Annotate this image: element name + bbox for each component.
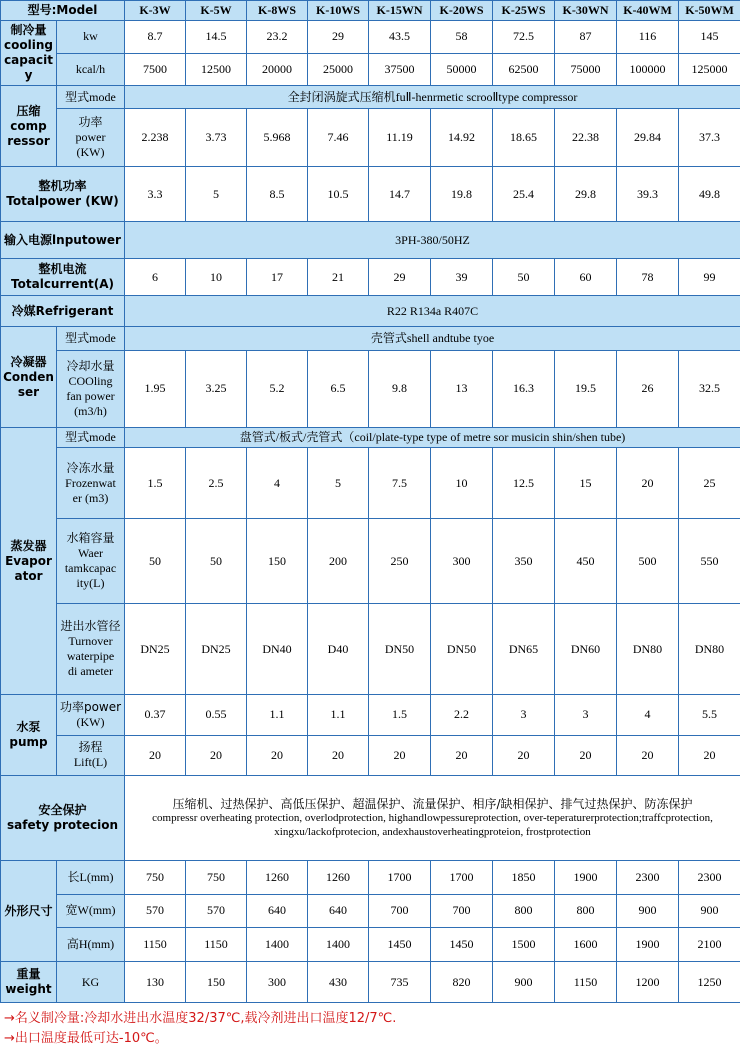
cooling-kw-7: 87 bbox=[555, 21, 617, 54]
cooling-kw-9: 145 bbox=[679, 21, 740, 54]
model-k25ws: K-25WS bbox=[493, 1, 555, 21]
dim-length-6: 1850 bbox=[493, 861, 555, 895]
cooling-kcal-2: 20000 bbox=[247, 53, 308, 86]
total-current-0: 6 bbox=[125, 259, 186, 296]
weight-5: 820 bbox=[431, 962, 493, 1003]
pump-power-3: 1.1 bbox=[308, 695, 369, 736]
pump-power-6: 3 bbox=[493, 695, 555, 736]
table-row-cooling-kw bbox=[1, 21, 740, 54]
comp-power-6: 18.65 bbox=[493, 109, 555, 167]
cooling-kcal-4: 37500 bbox=[369, 53, 431, 86]
table-row-compressor-type bbox=[1, 86, 740, 109]
table-row-tank-capacity bbox=[1, 519, 740, 604]
pump-power-5: 2.2 bbox=[431, 695, 493, 736]
total-power-5: 19.8 bbox=[431, 167, 493, 222]
total-current-9: 99 bbox=[679, 259, 740, 296]
row-sub-compressor-power: 功率 power (KW) bbox=[57, 109, 125, 167]
table-row-dim-length bbox=[1, 861, 740, 895]
row-label-compressor: 压缩 comp ressor bbox=[1, 86, 57, 167]
dim-height-2: 1400 bbox=[247, 928, 308, 962]
dim-width-4: 700 bbox=[369, 894, 431, 928]
comp-power-3: 7.46 bbox=[308, 109, 369, 167]
tank-capacity-0: 50 bbox=[125, 519, 186, 604]
pump-lift-2: 20 bbox=[247, 735, 308, 776]
total-power-2: 8.5 bbox=[247, 167, 308, 222]
cooling-kcal-9: 125000 bbox=[679, 53, 740, 86]
pipe-diameter-3: D40 bbox=[308, 604, 369, 695]
row-sub-pump-power: 功率power (KW) bbox=[57, 695, 125, 736]
table-row-pump-power bbox=[1, 695, 740, 736]
tank-capacity-9: 550 bbox=[679, 519, 740, 604]
pipe-diameter-6: DN65 bbox=[493, 604, 555, 695]
pump-lift-1: 20 bbox=[186, 735, 247, 776]
model-k15wn: K-15WN bbox=[369, 1, 431, 21]
cond-water-5: 13 bbox=[431, 350, 493, 427]
dim-width-5: 700 bbox=[431, 894, 493, 928]
frozen-water-8: 20 bbox=[617, 448, 679, 519]
total-current-3: 21 bbox=[308, 259, 369, 296]
total-power-4: 14.7 bbox=[369, 167, 431, 222]
frozen-water-4: 7.5 bbox=[369, 448, 431, 519]
row-sub-kcal: kcal/h bbox=[57, 53, 125, 86]
weight-0: 130 bbox=[125, 962, 186, 1003]
dim-length-7: 1900 bbox=[555, 861, 617, 895]
pump-power-1: 0.55 bbox=[186, 695, 247, 736]
pump-power-9: 5.5 bbox=[679, 695, 740, 736]
table-row-cooling-kcal bbox=[1, 53, 740, 86]
weight-3: 430 bbox=[308, 962, 369, 1003]
row-label-safety: 安全保护 safety protecion bbox=[1, 776, 125, 861]
dim-length-0: 750 bbox=[125, 861, 186, 895]
tank-capacity-2: 150 bbox=[247, 519, 308, 604]
weight-8: 1200 bbox=[617, 962, 679, 1003]
dim-height-1: 1150 bbox=[186, 928, 247, 962]
row-sub-pump-lift: 扬程 Lift(L) bbox=[57, 735, 125, 776]
cooling-kw-4: 43.5 bbox=[369, 21, 431, 54]
cooling-kcal-5: 50000 bbox=[431, 53, 493, 86]
table-row-pipe-diameter bbox=[1, 604, 740, 695]
table-row-weight bbox=[1, 962, 740, 1003]
frozen-water-2: 4 bbox=[247, 448, 308, 519]
cond-water-3: 6.5 bbox=[308, 350, 369, 427]
pump-lift-6: 20 bbox=[493, 735, 555, 776]
row-sub-weight-kg: KG bbox=[57, 962, 125, 1003]
model-k8ws: K-8WS bbox=[247, 1, 308, 21]
frozen-water-5: 10 bbox=[431, 448, 493, 519]
total-power-0: 3.3 bbox=[125, 167, 186, 222]
cond-water-2: 5.2 bbox=[247, 350, 308, 427]
dim-height-9: 2100 bbox=[679, 928, 740, 962]
dim-height-5: 1450 bbox=[431, 928, 493, 962]
comp-power-2: 5.968 bbox=[247, 109, 308, 167]
tank-capacity-4: 250 bbox=[369, 519, 431, 604]
total-current-1: 10 bbox=[186, 259, 247, 296]
cooling-kw-2: 23.2 bbox=[247, 21, 308, 54]
model-k5w: K-5W bbox=[186, 1, 247, 21]
pump-power-8: 4 bbox=[617, 695, 679, 736]
dim-length-3: 1260 bbox=[308, 861, 369, 895]
footnote-line-2: →出口温度最低可达-10℃。 bbox=[4, 1029, 740, 1048]
cooling-kcal-6: 62500 bbox=[493, 53, 555, 86]
frozen-water-6: 12.5 bbox=[493, 448, 555, 519]
model-k10ws: K-10WS bbox=[308, 1, 369, 21]
row-label-cooling-capacity: 制冷量 cooling capacity bbox=[1, 21, 57, 86]
safety-text-en: compressr overheating protection, overlodprotection, highandlowpessureprotection, over-teperaturerprotection;traffcprotection, xingxu/lackofprotecion, andexhaustoverheatingproteion, frostprotection bbox=[126, 812, 739, 840]
tank-capacity-8: 500 bbox=[617, 519, 679, 604]
dim-length-8: 2300 bbox=[617, 861, 679, 895]
pipe-diameter-1: DN25 bbox=[186, 604, 247, 695]
frozen-water-3: 5 bbox=[308, 448, 369, 519]
model-k40wm: K-40WM bbox=[617, 1, 679, 21]
total-current-2: 17 bbox=[247, 259, 308, 296]
pump-lift-0: 20 bbox=[125, 735, 186, 776]
table-row-frozen-water bbox=[1, 448, 740, 519]
weight-1: 150 bbox=[186, 962, 247, 1003]
cooling-kw-3: 29 bbox=[308, 21, 369, 54]
pump-lift-5: 20 bbox=[431, 735, 493, 776]
evaporator-type-value: 盘管式/板式/壳管式（coil/plate-type type of metre sor musicin shin/shen tube) bbox=[125, 428, 740, 448]
row-sub-condenser-mode: 型式mode bbox=[57, 327, 125, 351]
model-k30wn: K-30WN bbox=[555, 1, 617, 21]
row-sub-condenser-water: 冷却水量 COOling fan power (m3/h) bbox=[57, 350, 125, 427]
dim-height-8: 1900 bbox=[617, 928, 679, 962]
dim-length-1: 750 bbox=[186, 861, 247, 895]
cooling-kw-8: 116 bbox=[617, 21, 679, 54]
dim-width-0: 570 bbox=[125, 894, 186, 928]
input-power-value: 3PH-380/50HZ bbox=[125, 222, 740, 259]
table-row-input-power bbox=[1, 222, 740, 259]
total-current-7: 60 bbox=[555, 259, 617, 296]
row-label-pump: 水泵 pump bbox=[1, 695, 57, 776]
row-label-dimensions: 外形尺寸 bbox=[1, 861, 57, 962]
total-current-8: 78 bbox=[617, 259, 679, 296]
total-power-9: 49.8 bbox=[679, 167, 740, 222]
pump-lift-9: 20 bbox=[679, 735, 740, 776]
row-label-weight: 重量 weight bbox=[1, 962, 57, 1003]
total-current-6: 50 bbox=[493, 259, 555, 296]
cond-water-6: 16.3 bbox=[493, 350, 555, 427]
cond-water-7: 19.5 bbox=[555, 350, 617, 427]
refrigerant-value: R22 R134a R407C bbox=[125, 296, 740, 327]
cooling-kcal-7: 75000 bbox=[555, 53, 617, 86]
dim-width-3: 640 bbox=[308, 894, 369, 928]
cond-water-0: 1.95 bbox=[125, 350, 186, 427]
row-sub-evaporator-mode: 型式mode bbox=[57, 428, 125, 448]
dim-height-6: 1500 bbox=[493, 928, 555, 962]
cooling-kw-6: 72.5 bbox=[493, 21, 555, 54]
pipe-diameter-0: DN25 bbox=[125, 604, 186, 695]
pipe-diameter-5: DN50 bbox=[431, 604, 493, 695]
dim-width-9: 900 bbox=[679, 894, 740, 928]
row-sub-width: 宽W(mm) bbox=[57, 894, 125, 928]
cooling-kw-0: 8.7 bbox=[125, 21, 186, 54]
cond-water-8: 26 bbox=[617, 350, 679, 427]
cooling-kw-5: 58 bbox=[431, 21, 493, 54]
cooling-kcal-3: 25000 bbox=[308, 53, 369, 86]
cond-water-9: 32.5 bbox=[679, 350, 740, 427]
pump-power-0: 0.37 bbox=[125, 695, 186, 736]
tank-capacity-5: 300 bbox=[431, 519, 493, 604]
table-row-models bbox=[1, 1, 740, 21]
row-sub-length: 长L(mm) bbox=[57, 861, 125, 895]
weight-9: 1250 bbox=[679, 962, 740, 1003]
total-power-3: 10.5 bbox=[308, 167, 369, 222]
total-power-7: 29.8 bbox=[555, 167, 617, 222]
frozen-water-1: 2.5 bbox=[186, 448, 247, 519]
dim-height-4: 1450 bbox=[369, 928, 431, 962]
weight-6: 900 bbox=[493, 962, 555, 1003]
weight-4: 735 bbox=[369, 962, 431, 1003]
weight-2: 300 bbox=[247, 962, 308, 1003]
comp-power-7: 22.38 bbox=[555, 109, 617, 167]
row-sub-tank-capacity: 水箱容量 Waer tamkcapac ity(L) bbox=[57, 519, 125, 604]
pump-power-4: 1.5 bbox=[369, 695, 431, 736]
cond-water-4: 9.8 bbox=[369, 350, 431, 427]
table-row-dim-width bbox=[1, 894, 740, 928]
row-label-evaporator: 蒸发器 Evaporator bbox=[1, 428, 57, 695]
table-row-compressor-power bbox=[1, 109, 740, 167]
row-sub-pipe-diameter: 进出水管径 Turnover waterpipe di ameter bbox=[57, 604, 125, 695]
dim-width-2: 640 bbox=[247, 894, 308, 928]
row-label-refrigerant: 冷媒Refrigerant bbox=[1, 296, 125, 327]
table-row-pump-lift bbox=[1, 735, 740, 776]
table-row-refrigerant bbox=[1, 296, 740, 327]
tank-capacity-6: 350 bbox=[493, 519, 555, 604]
dim-width-6: 800 bbox=[493, 894, 555, 928]
dim-width-1: 570 bbox=[186, 894, 247, 928]
cond-water-1: 3.25 bbox=[186, 350, 247, 427]
dim-length-2: 1260 bbox=[247, 861, 308, 895]
dim-height-0: 1150 bbox=[125, 928, 186, 962]
model-k50wm: K-50WM bbox=[679, 1, 740, 21]
tank-capacity-7: 450 bbox=[555, 519, 617, 604]
comp-power-8: 29.84 bbox=[617, 109, 679, 167]
tank-capacity-3: 200 bbox=[308, 519, 369, 604]
total-power-1: 5 bbox=[186, 167, 247, 222]
cooling-kcal-0: 7500 bbox=[125, 53, 186, 86]
cooling-kcal-1: 12500 bbox=[186, 53, 247, 86]
frozen-water-9: 25 bbox=[679, 448, 740, 519]
table-row-condenser-type bbox=[1, 327, 740, 351]
pump-lift-4: 20 bbox=[369, 735, 431, 776]
tank-capacity-1: 50 bbox=[186, 519, 247, 604]
comp-power-1: 3.73 bbox=[186, 109, 247, 167]
row-label-total-current: 整机电流 Totalcurrent(A) bbox=[1, 259, 125, 296]
comp-power-0: 2.238 bbox=[125, 109, 186, 167]
table-row-condenser-water bbox=[1, 350, 740, 427]
pump-power-2: 1.1 bbox=[247, 695, 308, 736]
safety-text-cn: 压缩机、过热保护、高低压保护、超温保护、流量保护、相序/缺相保护、排气过热保护、防冻保护 bbox=[126, 797, 739, 812]
row-label-total-power: 整机功率 Totalpower (KW) bbox=[1, 167, 125, 222]
comp-power-4: 11.19 bbox=[369, 109, 431, 167]
table-row-dim-height bbox=[1, 928, 740, 962]
dim-height-7: 1600 bbox=[555, 928, 617, 962]
pump-lift-8: 20 bbox=[617, 735, 679, 776]
frozen-water-0: 1.5 bbox=[125, 448, 186, 519]
model-k20ws: K-20WS bbox=[431, 1, 493, 21]
pump-lift-7: 20 bbox=[555, 735, 617, 776]
pump-lift-3: 20 bbox=[308, 735, 369, 776]
pipe-diameter-9: DN80 bbox=[679, 604, 740, 695]
weight-7: 1150 bbox=[555, 962, 617, 1003]
total-current-4: 29 bbox=[369, 259, 431, 296]
table-row-evaporator-type bbox=[1, 428, 740, 448]
pipe-diameter-8: DN80 bbox=[617, 604, 679, 695]
dim-width-7: 800 bbox=[555, 894, 617, 928]
dim-width-8: 900 bbox=[617, 894, 679, 928]
table-row-safety bbox=[1, 776, 740, 861]
model-k3w: K-3W bbox=[125, 1, 186, 21]
dim-length-4: 1700 bbox=[369, 861, 431, 895]
dim-length-9: 2300 bbox=[679, 861, 740, 895]
total-power-8: 39.3 bbox=[617, 167, 679, 222]
dim-length-5: 1700 bbox=[431, 861, 493, 895]
row-sub-height: 高H(mm) bbox=[57, 928, 125, 962]
condenser-type-value: 壳管式shell andtube tyoe bbox=[125, 327, 740, 351]
total-current-5: 39 bbox=[431, 259, 493, 296]
table-row-total-current bbox=[1, 259, 740, 296]
cooling-kw-1: 14.5 bbox=[186, 21, 247, 54]
comp-power-9: 37.3 bbox=[679, 109, 740, 167]
pipe-diameter-7: DN60 bbox=[555, 604, 617, 695]
footnote-line-1: →名义制冷量:冷却水进出水温度32/37℃,载冷剂进出口温度12/7℃. bbox=[4, 1009, 740, 1029]
footnotes bbox=[0, 1003, 740, 1048]
row-label-condenser: 冷凝器 Condenser bbox=[1, 327, 57, 428]
comp-power-5: 14.92 bbox=[431, 109, 493, 167]
compressor-type-value: 全封闭涡旋式压缩机fuⅡ-henrmetic scrooⅡtype compressor bbox=[125, 86, 740, 109]
total-power-6: 25.4 bbox=[493, 167, 555, 222]
frozen-water-7: 15 bbox=[555, 448, 617, 519]
row-sub-kw: kw bbox=[57, 21, 125, 54]
pipe-diameter-4: DN50 bbox=[369, 604, 431, 695]
pipe-diameter-2: DN40 bbox=[247, 604, 308, 695]
row-sub-compressor-mode: 型式mode bbox=[57, 86, 125, 109]
dim-height-3: 1400 bbox=[308, 928, 369, 962]
model-label: 型号:Model bbox=[1, 1, 125, 21]
pump-power-7: 3 bbox=[555, 695, 617, 736]
row-label-input-power: 输入电源lnputower bbox=[1, 222, 125, 259]
safety-protection-text bbox=[125, 776, 740, 861]
table-row-total-power bbox=[1, 167, 740, 222]
row-sub-frozen-water: 冷冻水量 Frozenwat er (m3) bbox=[57, 448, 125, 519]
cooling-kcal-8: 100000 bbox=[617, 53, 679, 86]
